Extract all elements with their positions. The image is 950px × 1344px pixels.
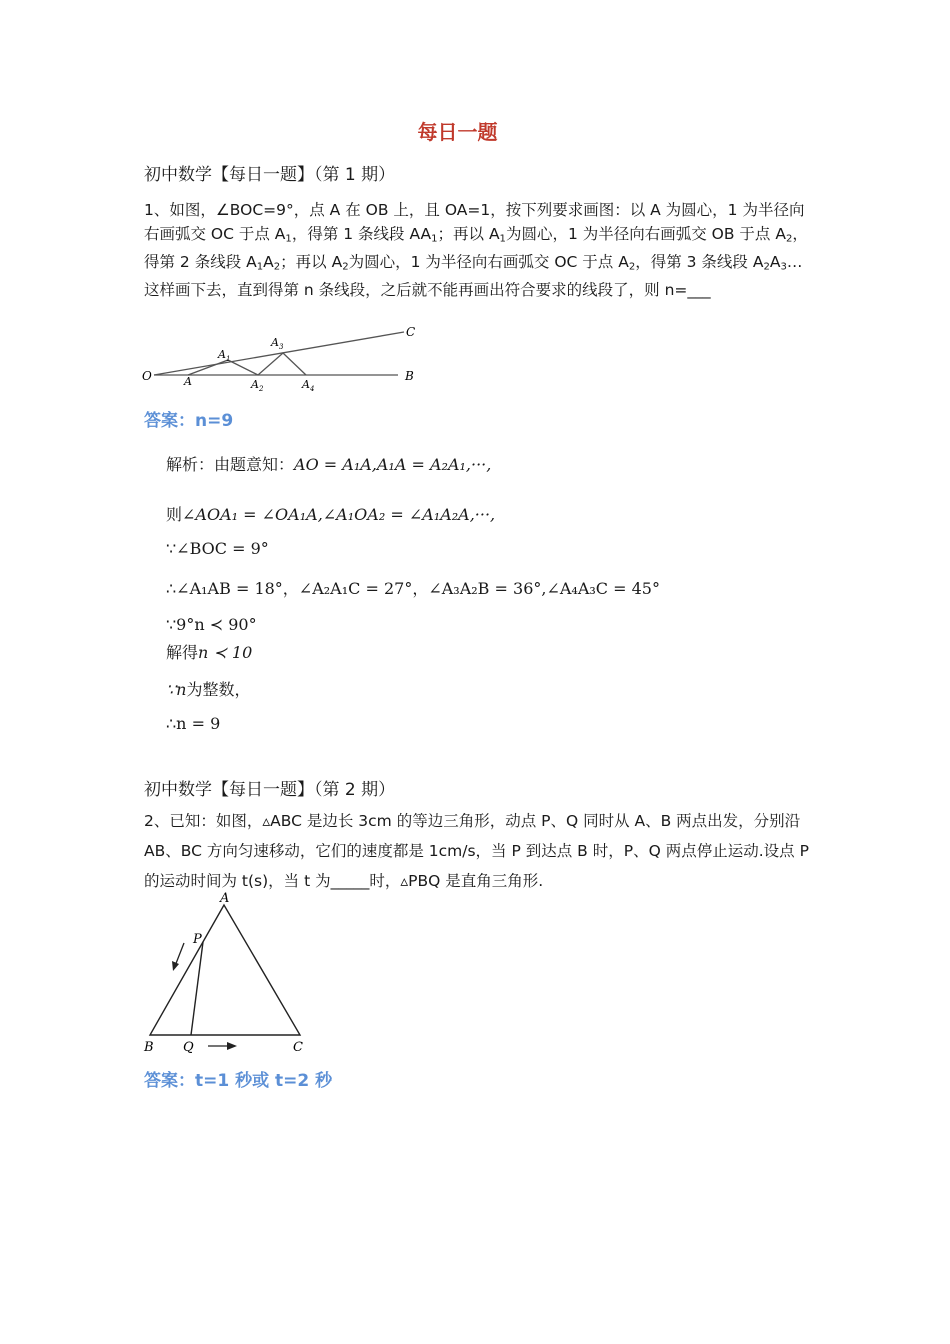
q1-text: 1、如图，∠BOC=9°，点 A 在 OB 上，且 OA=1，按下列要求画图：以 A 为圆心，1 为半径向右画弧交 OC 于点 $A_1$，得第 1 条线段 $AA_1$；再以 $A_1$为圆心，1 为半径向右画弧交 OB 于点 $A_2$，得第 2 条线段 $A_1A_2$；再以 $A_2$为圆心，1 为半径向右画弧交 OC 于点 $A_2$，得第 3 条线段 $A_2A_3\dots$这样画下去，直到得第 n 条线段，之后就不能再画出符合要求的线段了，则 n=___ xyxy=(144,201,808,299)
q2-answer: 答案：t=1 秒或 t=2 秒 xyxy=(144,1071,333,1091)
sol-line-6: 解得n ≺ 10 xyxy=(166,643,253,662)
ray-oc xyxy=(154,332,404,375)
label-a3: $A_3$ xyxy=(271,336,284,351)
sol-line-2: 则∠AOA₁ = ∠OA₁A,∠A₁OA₂ = ∠A₁A₂A,···, xyxy=(166,505,496,524)
label-b: B xyxy=(405,369,414,383)
label-a: A xyxy=(220,891,230,906)
q1-figure xyxy=(140,322,425,394)
q2-header: 初中数学【每日一题】（第 2 期） xyxy=(144,780,396,800)
label-q: Q xyxy=(183,1040,194,1055)
arrow-p-icon xyxy=(175,943,184,966)
q1-header: 初中数学【每日一题】（第 1 期） xyxy=(144,165,396,185)
sol-line-7: ∵n为整数， xyxy=(166,680,251,699)
label-a2: $A_2$ xyxy=(251,378,264,393)
triangle-abc xyxy=(150,905,300,1035)
label-o: O xyxy=(142,369,152,383)
sol-line-3: ∵∠BOC = 9° xyxy=(166,539,269,558)
label-p: P xyxy=(193,932,202,947)
arrow-q-head-icon xyxy=(227,1042,237,1050)
q2-text: 2、已知：如图，▵ABC 是边长 3cm 的等边三角形，动点 P、Q 同时从 A、B 两点出发，分别沿 AB、BC 方向匀速移动，它们的速度都是 1cm/s，当 P 到达点 B 时，P、Q 两点停止运动.设点 P 的运动时间为 t(s)，当 t 为_____时，▵PBQ 是直角三角形. xyxy=(144,812,809,890)
arrow-p-head-icon xyxy=(172,961,179,971)
sol-line-5: ∵9°n ≺ 90° xyxy=(166,615,257,634)
page-title: 每日一题 xyxy=(417,120,498,144)
sol-line-4: ∴∠A₁AB = 18°，∠A₂A₁C = 27°，∠A₃A₂B = 36°,∠A₄A₃C = 45° xyxy=(166,579,660,598)
sol-line-8: ∴n = 9 xyxy=(166,714,221,733)
zigzag-segments xyxy=(188,353,306,375)
label-c: C xyxy=(293,1040,303,1055)
label-a: A xyxy=(184,375,192,388)
q2-figure xyxy=(140,888,315,1058)
q1-answer: 答案：n=9 xyxy=(144,411,234,431)
segment-pq xyxy=(191,942,203,1035)
label-a4: $A_4$ xyxy=(302,378,315,393)
label-c: C xyxy=(406,325,416,339)
label-b: B xyxy=(144,1040,154,1055)
label-a1: $A_1$ xyxy=(218,348,231,363)
sol-line-1: 解析：由题意知：AO = A₁A,A₁A = A₂A₁,···, xyxy=(166,455,492,474)
